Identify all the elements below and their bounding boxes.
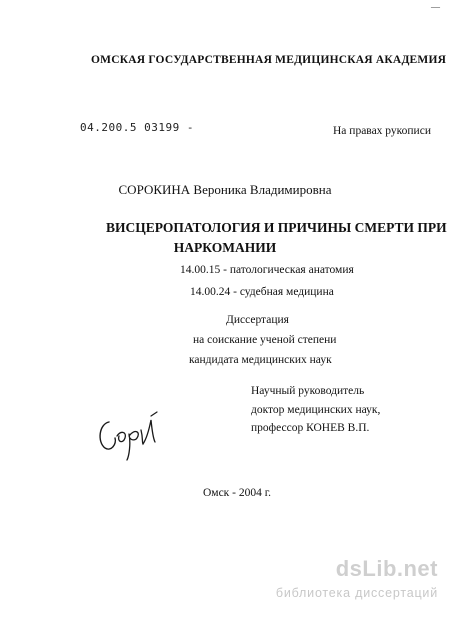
watermark-subtitle: библиотека диссертаций	[275, 586, 438, 600]
specialty-1: 14.00.15 - патологическая анатомия	[180, 264, 354, 276]
place-and-year: Омск - 2004 г.	[203, 487, 272, 499]
supervisor-name: профессор КОНЕВ В.П.	[251, 422, 370, 434]
document-type: Диссертация	[226, 314, 289, 326]
watermark-logo: dsLib.net	[335, 556, 438, 581]
dissertation-title-line-2: НАРКОМАНИИ	[173, 240, 277, 255]
specialty-2: 14.00.24 - судебная медицина	[190, 286, 334, 298]
degree-purpose-line-1: на соискание ученой степени	[193, 334, 337, 346]
handwritten-signature	[95, 408, 165, 463]
supervisor-role: Научный руководитель	[251, 385, 365, 397]
author-name: СОРОКИНА Вероника Владимировна	[118, 182, 332, 197]
corner-mark: —	[431, 2, 441, 12]
supervisor-degree: доктор медицинских наук,	[251, 404, 381, 416]
archive-code: 04.200.5 03199 -	[80, 121, 194, 134]
degree-purpose-line-2: кандидата медицинских наук	[189, 354, 332, 366]
dissertation-title-line-1: ВИСЦЕРОПАТОЛОГИЯ И ПРИЧИНЫ СМЕРТИ ПРИ	[106, 220, 447, 235]
institution-name: ОМСКАЯ ГОСУДАРСТВЕННАЯ МЕДИЦИНСКАЯ АКАДЕМИЯ	[91, 54, 447, 66]
rights-notice: На правах рукописи	[333, 125, 431, 137]
site-watermark	[268, 556, 444, 616]
